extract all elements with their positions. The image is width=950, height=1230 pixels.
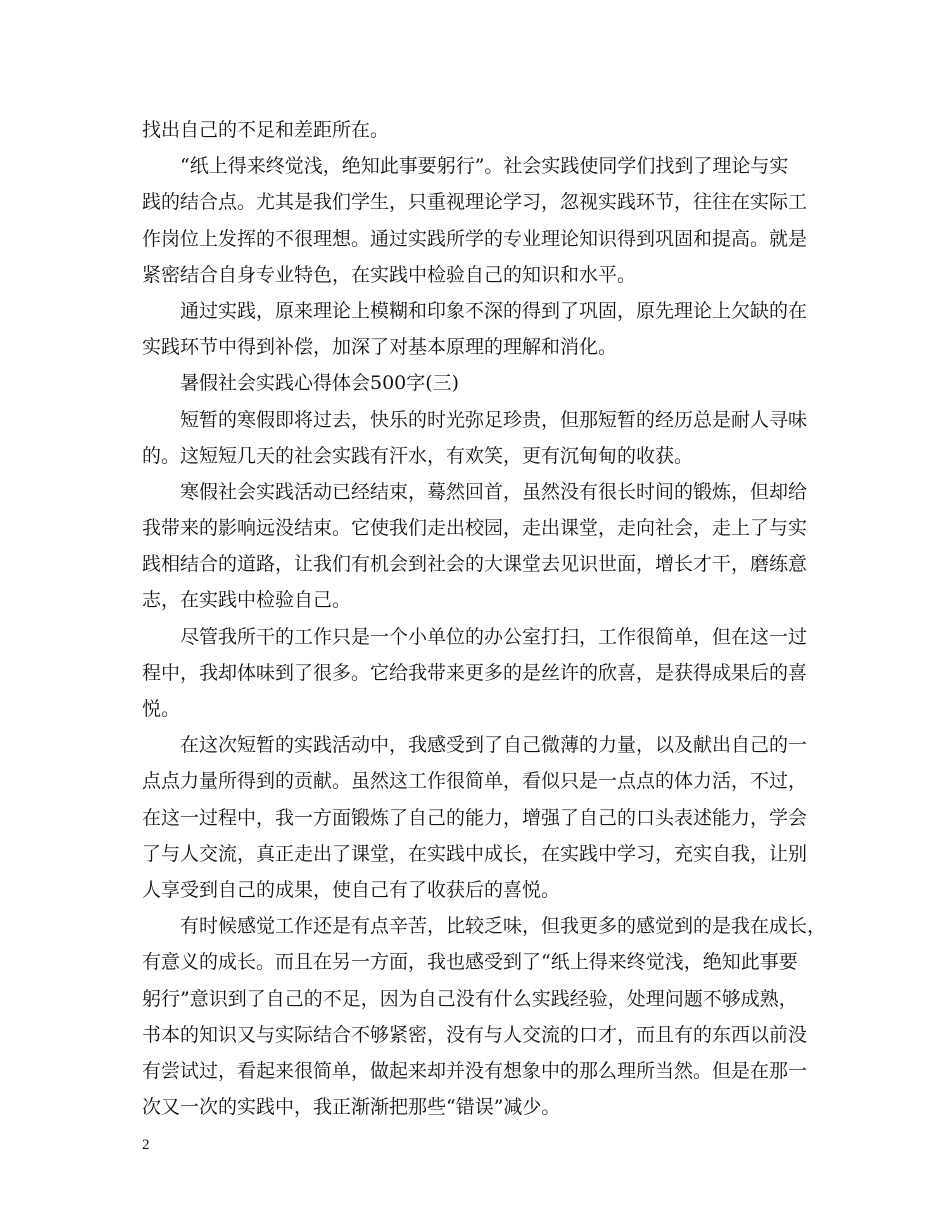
paragraph-start-line: 尽管我所干的工作只是一个小单位的办公室打扫，工作很简单，但在这一过 (180, 625, 808, 648)
text-line: 的。这短短几天的社会实践有汗水，有欢笑，更有沉甸甸的收获。 (142, 444, 694, 467)
text-line: 了与人交流，真正走出了课堂，在实践中成长，在实践中学习，充实自我，让别 (142, 842, 808, 865)
text-line: 有尝试过，看起来很简单，做起来却并没有想象中的那么理所当然。但是在那一 (142, 1059, 808, 1082)
text-line: 作岗位上发挥的不很理想。通过实践所学的专业理论知识得到巩固和提高。就是 (142, 227, 808, 250)
text-line: 紧密结合自身专业特色，在实践中检验自己的知识和水平。 (142, 263, 637, 286)
text-line: 躬行”意识到了自己的不足，因为自己没有什么实践经验，处理问题不够成熟， (142, 987, 798, 1010)
text-line: 有意义的成长。而且在另一方面，我也感受到了“纸上得来终觉浅，绝知此事要 (142, 951, 798, 974)
text-line: 程中，我却体味到了很多。它给我带来更多的是丝许的欣喜，是获得成果后的喜 (142, 661, 808, 684)
paragraph-start-line: 寒假社会实践活动已经结束，蓦然回首，虽然没有很长时间的锻炼，但却给 (180, 480, 808, 503)
text-line: 实践环节中得到补偿，加深了对基本原理的理解和消化。 (142, 336, 618, 359)
document-body (142, 112, 827, 1125)
section-heading: 暑假社会实践心得体会500字(三) (180, 372, 460, 395)
paragraph-start-line: 有时候感觉工作还是有点辛苦，比较乏味，但我更多的感觉到的是我在成长， (180, 915, 827, 938)
page-number: 2 (142, 1137, 150, 1153)
text-line: 在这一过程中，我一方面锻炼了自己的能力，增强了自己的口头表述能力，学会 (142, 806, 808, 829)
text-line: 次又一次的实践中，我正渐渐把那些“错误”减少。 (142, 1096, 561, 1119)
paragraph-start-line: “纸上得来终觉浅，绝知此事要躬行”。社会实践使同学们找到了理论与实 (180, 155, 789, 178)
text-line: 践相结合的道路，让我们有机会到社会的大课堂去见识世面，增长才干，磨练意 (142, 553, 808, 576)
text-line: 书本的知识又与实际结合不够紧密，没有与人交流的口才，而且有的东西以前没 (142, 1023, 808, 1046)
text-line: 点点力量所得到的贡献。虽然这工作很简单，看似只是一点点的体力活，不过， (142, 770, 808, 793)
text-line: 找出自己的不足和差距所在。 (142, 119, 390, 141)
text-line: 悦。 (142, 698, 181, 720)
text-line: 我带来的影响远没结束。它使我们走出校园，走出课堂，走向社会，走上了与实 (142, 517, 808, 540)
text-line: 志，在实践中检验自己。 (142, 589, 352, 612)
text-line: 人享受到自己的成果，使自己有了收获后的喜悦。 (142, 878, 561, 901)
paragraph-start-line: 通过实践，原来理论上模糊和印象不深的得到了巩固，原先理论上欠缺的在 (180, 299, 808, 322)
text-line: 践的结合点。尤其是我们学生，只重视理论学习，忽视实践环节，往往在实际工 (142, 191, 808, 214)
paragraph-start-line: 在这次短暂的实践活动中，我感受到了自己微薄的力量，以及献出自己的一 (180, 734, 808, 757)
paragraph-start-line: 短暂的寒假即将过去，快乐的时光弥足珍贵，但那短暂的经历总是耐人寻味 (180, 408, 808, 431)
